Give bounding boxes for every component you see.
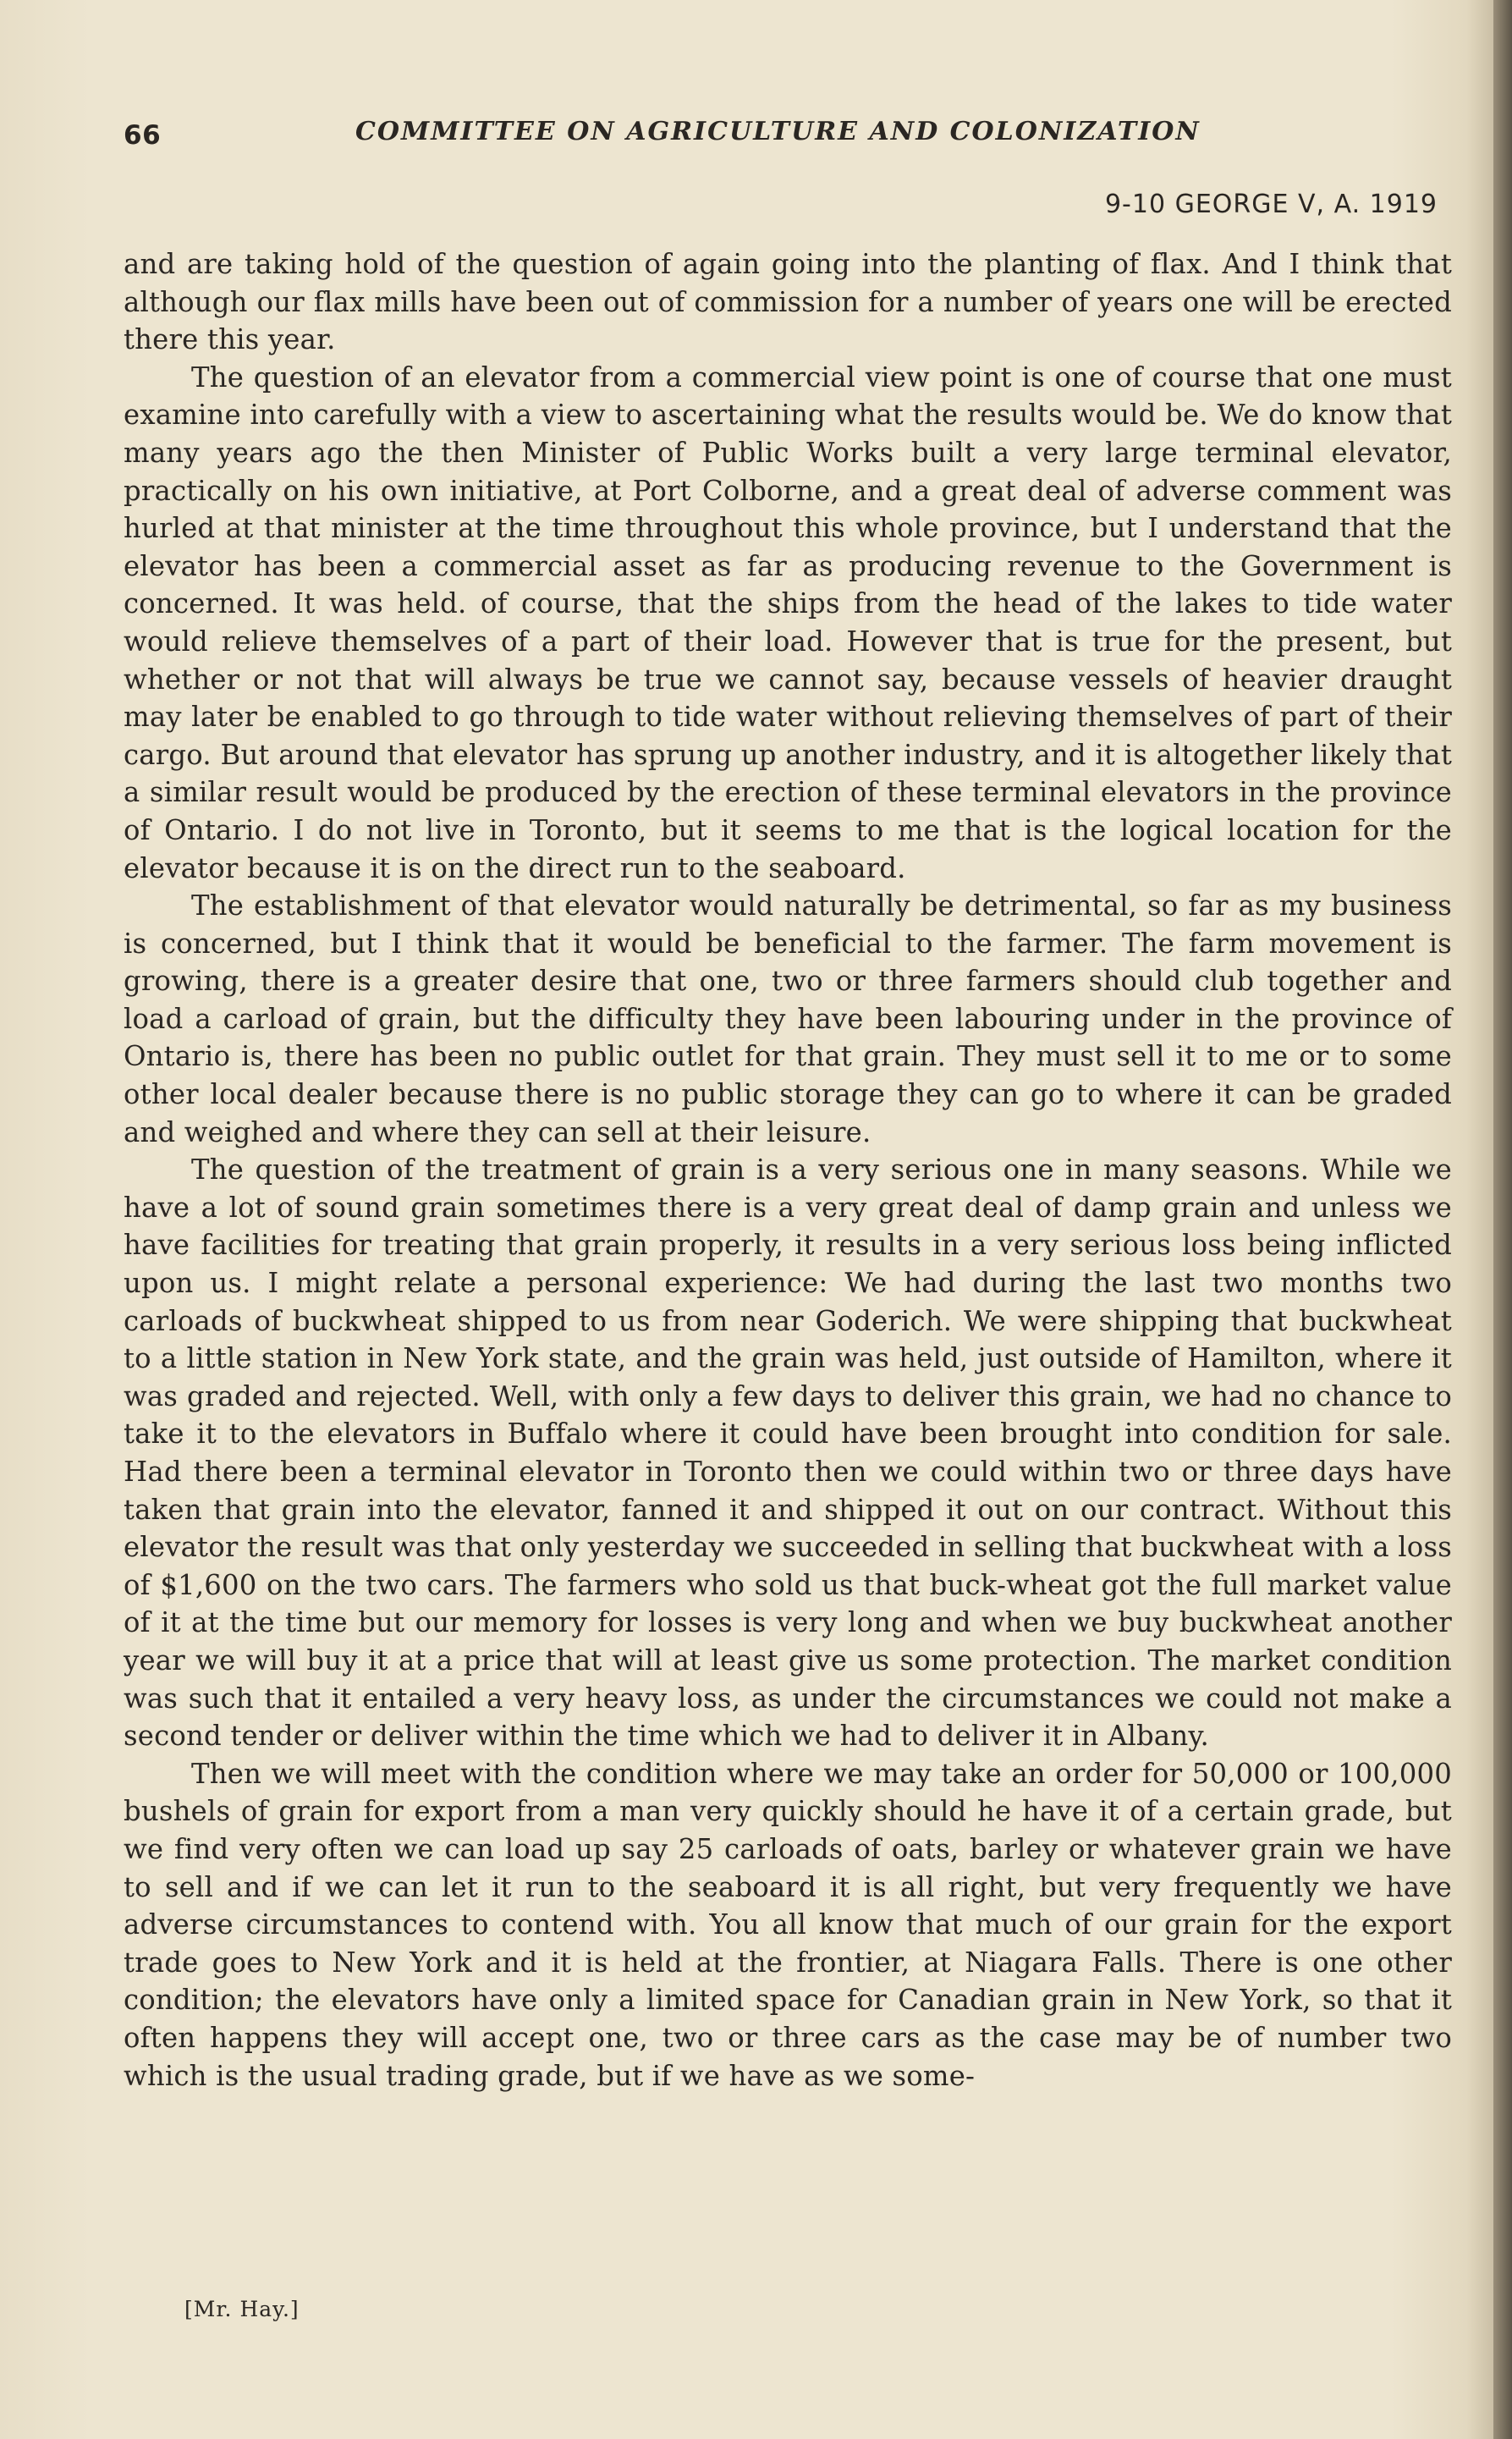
speaker-attribution: [Mr. Hay.] xyxy=(184,2297,300,2321)
page-number: 66 xyxy=(124,120,162,151)
paragraph: Then we will meet with the condition where we may take an order for 50,000 or 100,000 bushels of grain for export from a man very quickly should he have it of a certain grade, but we find very often we can load up say 25 carloads of oats, barley or whatever grain we have to sell and if we can let it run to the seaboard it is all right, but very frequently we have adverse circumstances to contend with. You all know that much of our grain for the export trade goes to New York and it is held at the frontier, at Niagara Falls. There is one other condition; the elevators have only a limited space for Canadian grain in New York, so that it often happens they will accept one, two or three cars as the case may be of number two which is the usual trading grade, but if we have as we some- xyxy=(124,1757,1452,2092)
paragraph: and are taking hold of the question of again going into the planting of flax. And I think that although our flax mills have been out of commission for a number of years one will be erected there this year. xyxy=(124,248,1452,356)
paragraph: The question of an elevator from a commercial view point is one of course that one must examine into carefully with a view to ascertaining what the results would be. We do know that many years ago the then Minister of Public Works built a very large terminal elevator, practically on his own initiative, at Port Colborne, and a great deal of adverse comment was hurled at that minister at the time throughout this whole province, but I understand that the elevator has been a commercial asset as far as producing revenue to the Government is concerned. It was held. of course, that the ships from the head of the lakes to tide water would relieve themselves of a part of their load. However that is true for the present, but whether or not that will always be true we cannot say, because vessels of heavier draught may later be enabled to go through to tide water without relieving themselves of part of their cargo. But around that elevator has sprung up another industry, and it is altogether likely that a similar result would be produced by the erection of these terminal elevators in the province of Ontario. I do not live in Toronto, but it seems to me that is the logical location for the elevator because it is on the direct run to the seaboard. xyxy=(124,361,1452,884)
running-title: COMMITTEE ON AGRICULTURE AND COLONIZATION xyxy=(355,117,1201,146)
session-label: 9-10 GEORGE V, A. 1919 xyxy=(1104,190,1438,219)
book-spine-edge xyxy=(1493,0,1512,2439)
paragraph: The establishment of that elevator would naturally be detrimental, so far as my business is concerned, but I think that it would be beneficial to the farmer. The farm movement is growing, there is a greater desire that one, two or three farmers should club together and load a carload of grain, but the difficulty they have been labouring under in the province of Ontario is, there has been no public outlet for that grain. They must sell it to me or to some other local dealer because there is no public storage they can go to where it can be graded and weighed and where they can sell at their leisure. xyxy=(124,889,1452,1148)
paragraph: The question of the treatment of grain is a very serious one in many seasons. While we have a lot of sound grain sometimes there is a very great deal of damp grain and unless we have facilities for treating that grain properly, it results in a very serious loss being inflicted upon us. I might relate a personal experience: We had during the last two months two carloads of buckwheat shipped to us from near Goderich. We were shipping that buckwheat to a little station in New York state, and the grain was held, just outside of Hamilton, where it was graded and rejected. Well, with only a few days to deliver this grain, we had no chance to take it to the elevators in Buffalo where it could have been brought into condition for sale. Had there been a terminal elevator in Toronto then we could within two or three days have taken that grain into the elevator, fanned it and shipped it out on our contract. Without this elevator the result was that only yesterday we succeeded in selling that buckwheat with a loss of $1,600 on the two cars. The farmers who sold us that buck-wheat got the full market value of it at the time but our memory for losses is very long and when we buy buckwheat another year we will buy it at a price that will at least give us some protection. The market condition was such that it entailed a very heavy loss, as under the circumstances we could not make a second tender or deliver within the time which we had to deliver it in Albany. xyxy=(124,1153,1452,1753)
body-text xyxy=(124,245,1452,2095)
